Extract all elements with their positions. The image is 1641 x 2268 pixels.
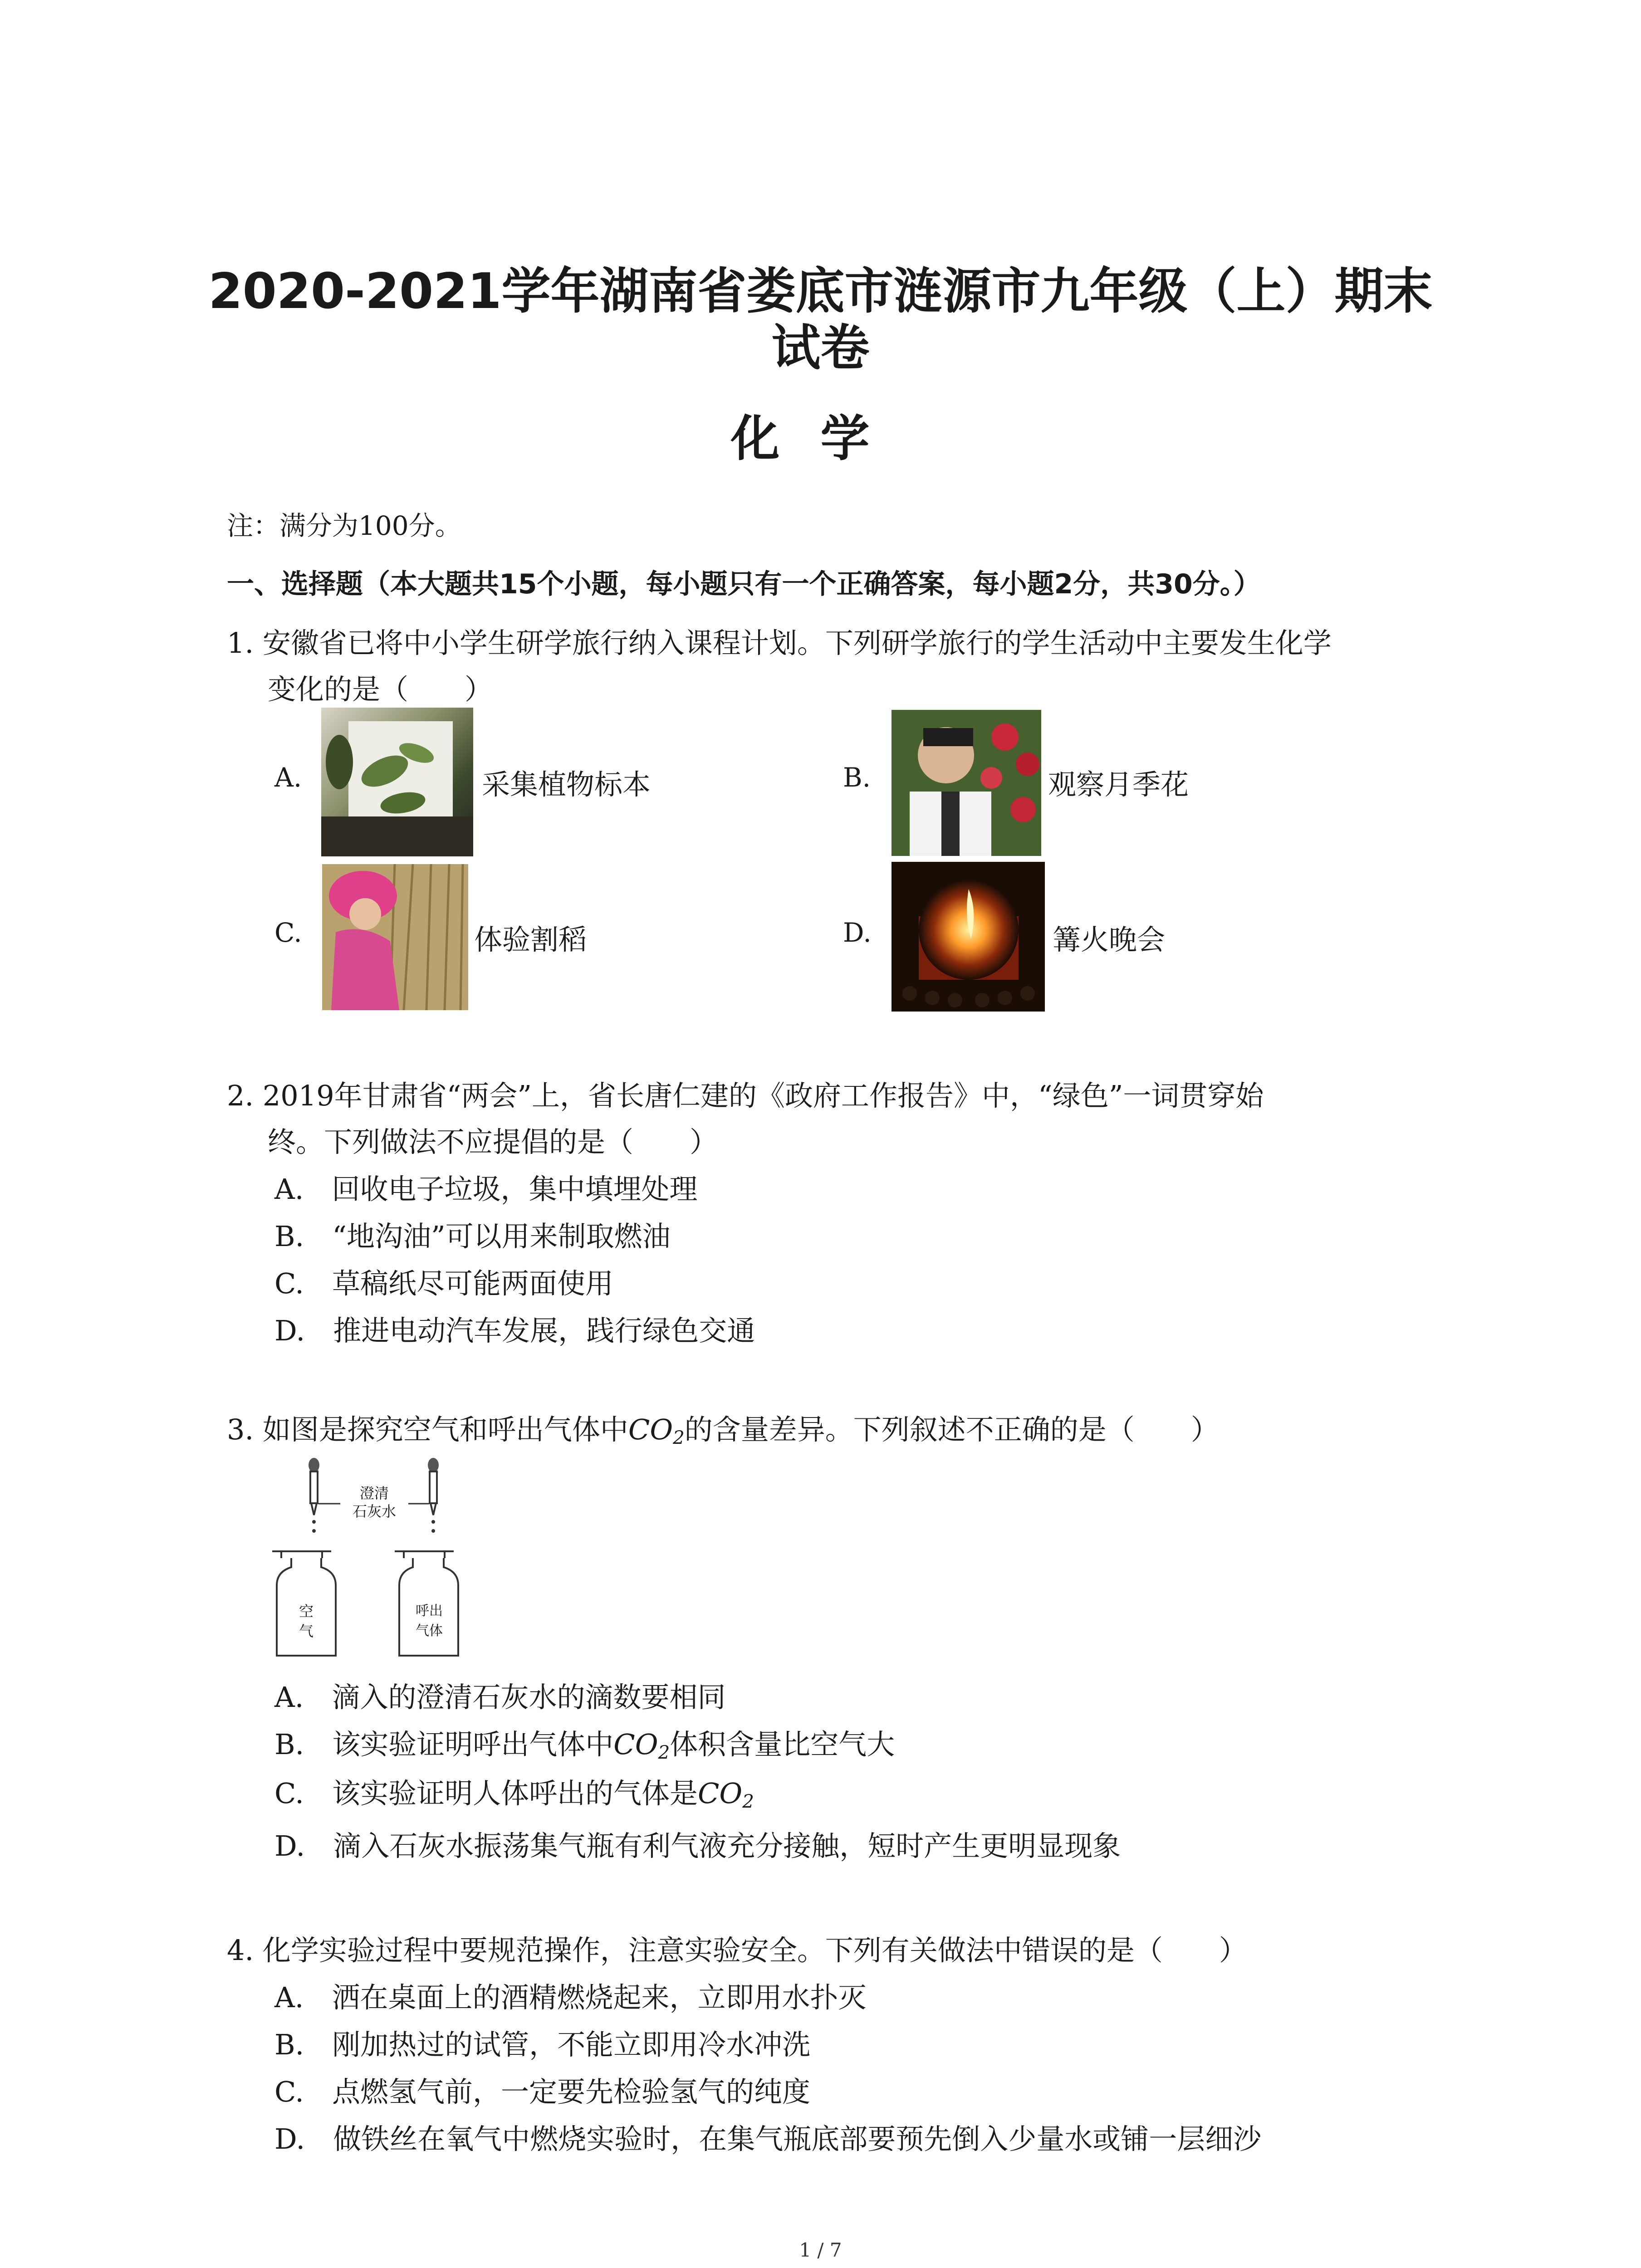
q4-option-c-letter: C. — [274, 2075, 304, 2108]
score-note: 注：满分为100分。 — [227, 510, 461, 541]
q1-option-c-text: 体验割稻 — [474, 923, 587, 956]
q3-stem — [227, 1407, 1219, 1448]
q2-option-a — [274, 1167, 698, 1207]
page-title-line1: 2020-2021学年湖南省娄底市涟源市九年级（上）期末 — [208, 263, 1433, 320]
q2-stem-line2: 终。下列做法不应提倡的是（ ） — [268, 1125, 718, 1158]
q3-option-b-letter: B. — [274, 1728, 304, 1761]
q3-option-a-letter: A. — [274, 1681, 304, 1714]
q4-option-b-letter: B. — [274, 2028, 304, 2061]
q4-option-a-letter: A. — [274, 1981, 304, 2014]
page-title-line2: 试卷 — [771, 320, 870, 376]
co2-formula: $CO_2$ — [628, 1413, 685, 1449]
q2-option-d-letter: D. — [274, 1314, 305, 1347]
q4-option-c-text: 点燃氢气前，一定要先检验氢气的纯度 — [332, 2075, 810, 2108]
q3-option-a-text: 滴入的澄清石灰水的滴数要相同 — [332, 1681, 726, 1714]
q1-option-b-text: 观察月季花 — [1048, 768, 1189, 801]
q3-option-d-letter: D. — [274, 1829, 305, 1862]
q3-option-c: C. 该实验证明人体呼出的气体是$CO_2$ — [274, 1777, 754, 1813]
q1-option-b-letter: B. — [843, 762, 871, 793]
bottle-exhaled-label: 呼出 气体 — [416, 1603, 443, 1639]
q2-option-b-letter: B. — [274, 1220, 304, 1253]
q1-option-c-letter: C. — [274, 917, 302, 948]
q2-option-b — [274, 1214, 671, 1254]
observing-roses-photo — [892, 710, 1041, 856]
q2-stem-line1: 2. 2019年甘肃省“两会”上，省长唐仁建的《政府工作报告》中，“绿色”一词贯穿始 — [227, 1079, 1264, 1112]
q4-option-d-letter: D. — [274, 2122, 305, 2156]
q1-stem-line1: 1. 安徽省已将中小学生研学旅行纳入课程计划。下列研学旅行的学生活动中主要发生化学 — [227, 626, 1332, 660]
section-heading: 一、选择题（本大题共15个小题，每小题只有一个正确答案，每小题2分，共30分。） — [227, 568, 1261, 600]
page-number: 1 / 7 — [799, 2239, 842, 2261]
q4-option-b-text: 刚加热过的试管，不能立即用冷水冲洗 — [332, 2028, 811, 2061]
q3-stem-pre: 3. 如图是探究空气和呼出气体中 — [227, 1413, 628, 1446]
q2-option-d-text: 推进电动汽车发展，践行绿色交通 — [333, 1314, 755, 1347]
q4-option-d — [274, 2116, 1261, 2157]
co2-formula: $CO_2$ — [613, 1728, 670, 1764]
q2-option-c-letter: C. — [274, 1267, 304, 1300]
q3-stem-post: 的含量差异。下列叙述不正确的是（ ） — [684, 1413, 1219, 1446]
q1-stem-line2: 变化的是（ ） — [268, 673, 493, 706]
q2-option-b-text: “地沟油”可以用来制取燃油 — [332, 1220, 671, 1253]
figure-label-limewater: 澄清 石灰水 — [352, 1485, 396, 1520]
bonfire-party-photo — [892, 862, 1045, 1012]
q2-option-a-text: 回收电子垃圾，集中填埋处理 — [332, 1173, 698, 1206]
q3-option-b: B. 该实验证明呼出气体中$CO_2$体积含量比空气大 — [274, 1728, 895, 1764]
co2-formula: $CO_2$ — [697, 1777, 754, 1813]
q1-option-d-letter: D. — [843, 917, 872, 948]
dropper-left-icon — [309, 1458, 319, 1533]
q1-option-a-letter: A. — [274, 762, 302, 793]
q2-option-a-letter: A. — [274, 1173, 304, 1206]
q3-option-a — [274, 1675, 726, 1715]
q4-option-a-text: 洒在桌面上的酒精燃烧起来，立即用水扑灭 — [332, 1981, 867, 2014]
q4-stem: 4. 化学实验过程中要规范操作，注意实验安全。下列有关做法中错误的是（ ） — [227, 1934, 1247, 1967]
q4-option-b — [274, 2022, 810, 2063]
q2-option-c-text: 草稿纸尽可能两面使用 — [332, 1267, 613, 1300]
dropper-right-icon — [428, 1458, 439, 1533]
q2-option-c — [274, 1261, 613, 1301]
rice-harvest-photo — [322, 864, 468, 1010]
subject-heading: 化学 — [730, 411, 911, 467]
plant-specimen-photo — [321, 708, 473, 856]
q4-option-a — [274, 1975, 867, 2015]
q3-option-c-letter: C. — [274, 1777, 304, 1810]
q2-option-d — [274, 1308, 755, 1349]
q1-option-d-text: 篝火晚会 — [1053, 923, 1166, 956]
q3-option-d — [274, 1823, 1121, 1864]
q3-option-d-text: 滴入石灰水振荡集气瓶有利气液充分接触，短时产生更明显现象 — [333, 1829, 1121, 1862]
q4-option-c — [274, 2069, 810, 2110]
q1-option-a-text: 采集植物标本 — [482, 768, 651, 801]
co2-experiment-diagram — [263, 1456, 476, 1669]
q4-option-d-text: 做铁丝在氧气中燃烧实验时，在集气瓶底部要预先倒入少量水或铺一层细沙 — [333, 2122, 1262, 2156]
bottle-air-label: 空 气 — [299, 1603, 314, 1640]
